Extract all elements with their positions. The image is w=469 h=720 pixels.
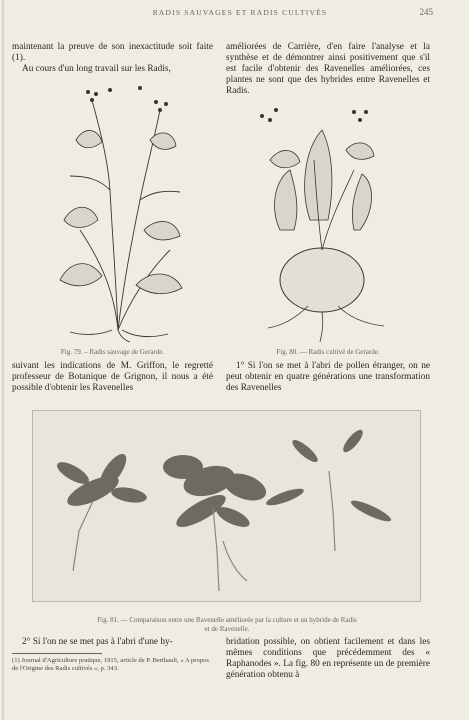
- paragraph: Au cours d'un long travail sur les Radis,: [22, 64, 171, 74]
- page-number: 245: [419, 7, 433, 17]
- paragraph: bridation possible, on obtient facilement et dans les mêmes conditions que précédemment des « Raphanodes ». La fig. 80 en représente un de première génération obtenu à: [226, 637, 430, 680]
- page-spine-shadow: [2, 0, 5, 720]
- left-column-top: [12, 42, 213, 75]
- figure-79-wild-radish: [40, 80, 200, 342]
- left-column-middle: [12, 361, 213, 394]
- caption-line: Fig. 81. — Comparaison entre une Ravenelle améliorée par la culture et un hybride de Radis: [97, 616, 357, 624]
- caption-line: et de Ravenelle.: [204, 625, 250, 633]
- left-column-bottom: [12, 637, 213, 648]
- right-column-middle: [226, 361, 430, 394]
- paragraph: améliorées de Carrière, d'en faire l'analyse et la synthèse et de démontrer ainsi positivement que s'il est facile d'obtenir des Ravenelles améliorées, ces plantes ne sont que des hybrides entre Ravenelles et Radis.: [226, 42, 430, 96]
- figure-81-caption: [12, 616, 442, 634]
- paragraph: suivant les indications de M. Griffon, le regretté professeur de Botanique de Grignon, il nous a été possible d'obtenir les Ravenelles: [12, 361, 213, 393]
- right-column-bottom: [226, 637, 430, 681]
- figure-79-caption: Fig. 79. – Radis sauvage de Gerarde.: [60, 348, 165, 356]
- figure-80-caption: Fig. 80. — Radis cultivé de Gerarde.: [276, 348, 380, 356]
- paragraph: 2° Si l'on ne se met pas à l'abri d'une hy-: [22, 637, 173, 647]
- footnote-rule: [12, 653, 102, 654]
- figure-80-cultivated-radish: [250, 100, 400, 342]
- footnote: (1) Journal d'Agriculture pratique, 1915, article de P. Berthault, « A propos de l'Origine des Radis cultivés », p. 343.: [12, 657, 209, 672]
- wild-radish-illustration: [40, 80, 200, 342]
- paragraph: 1° Si l'on se met à l'abri de pollen étranger, on ne peut obtenir en quatre générations une transformation des Ravenelles: [226, 361, 430, 393]
- running-title: RADIS SAUVAGES ET RADIS CULTIVÉS: [152, 8, 328, 17]
- right-column-top: [226, 42, 430, 97]
- paragraph: maintenant la preuve de son inexactitude soit faite (1).: [12, 42, 213, 63]
- figure-81-photograph: [32, 410, 421, 602]
- plant-comparison-photo: [33, 411, 420, 601]
- cultivated-radish-illustration: [250, 100, 400, 342]
